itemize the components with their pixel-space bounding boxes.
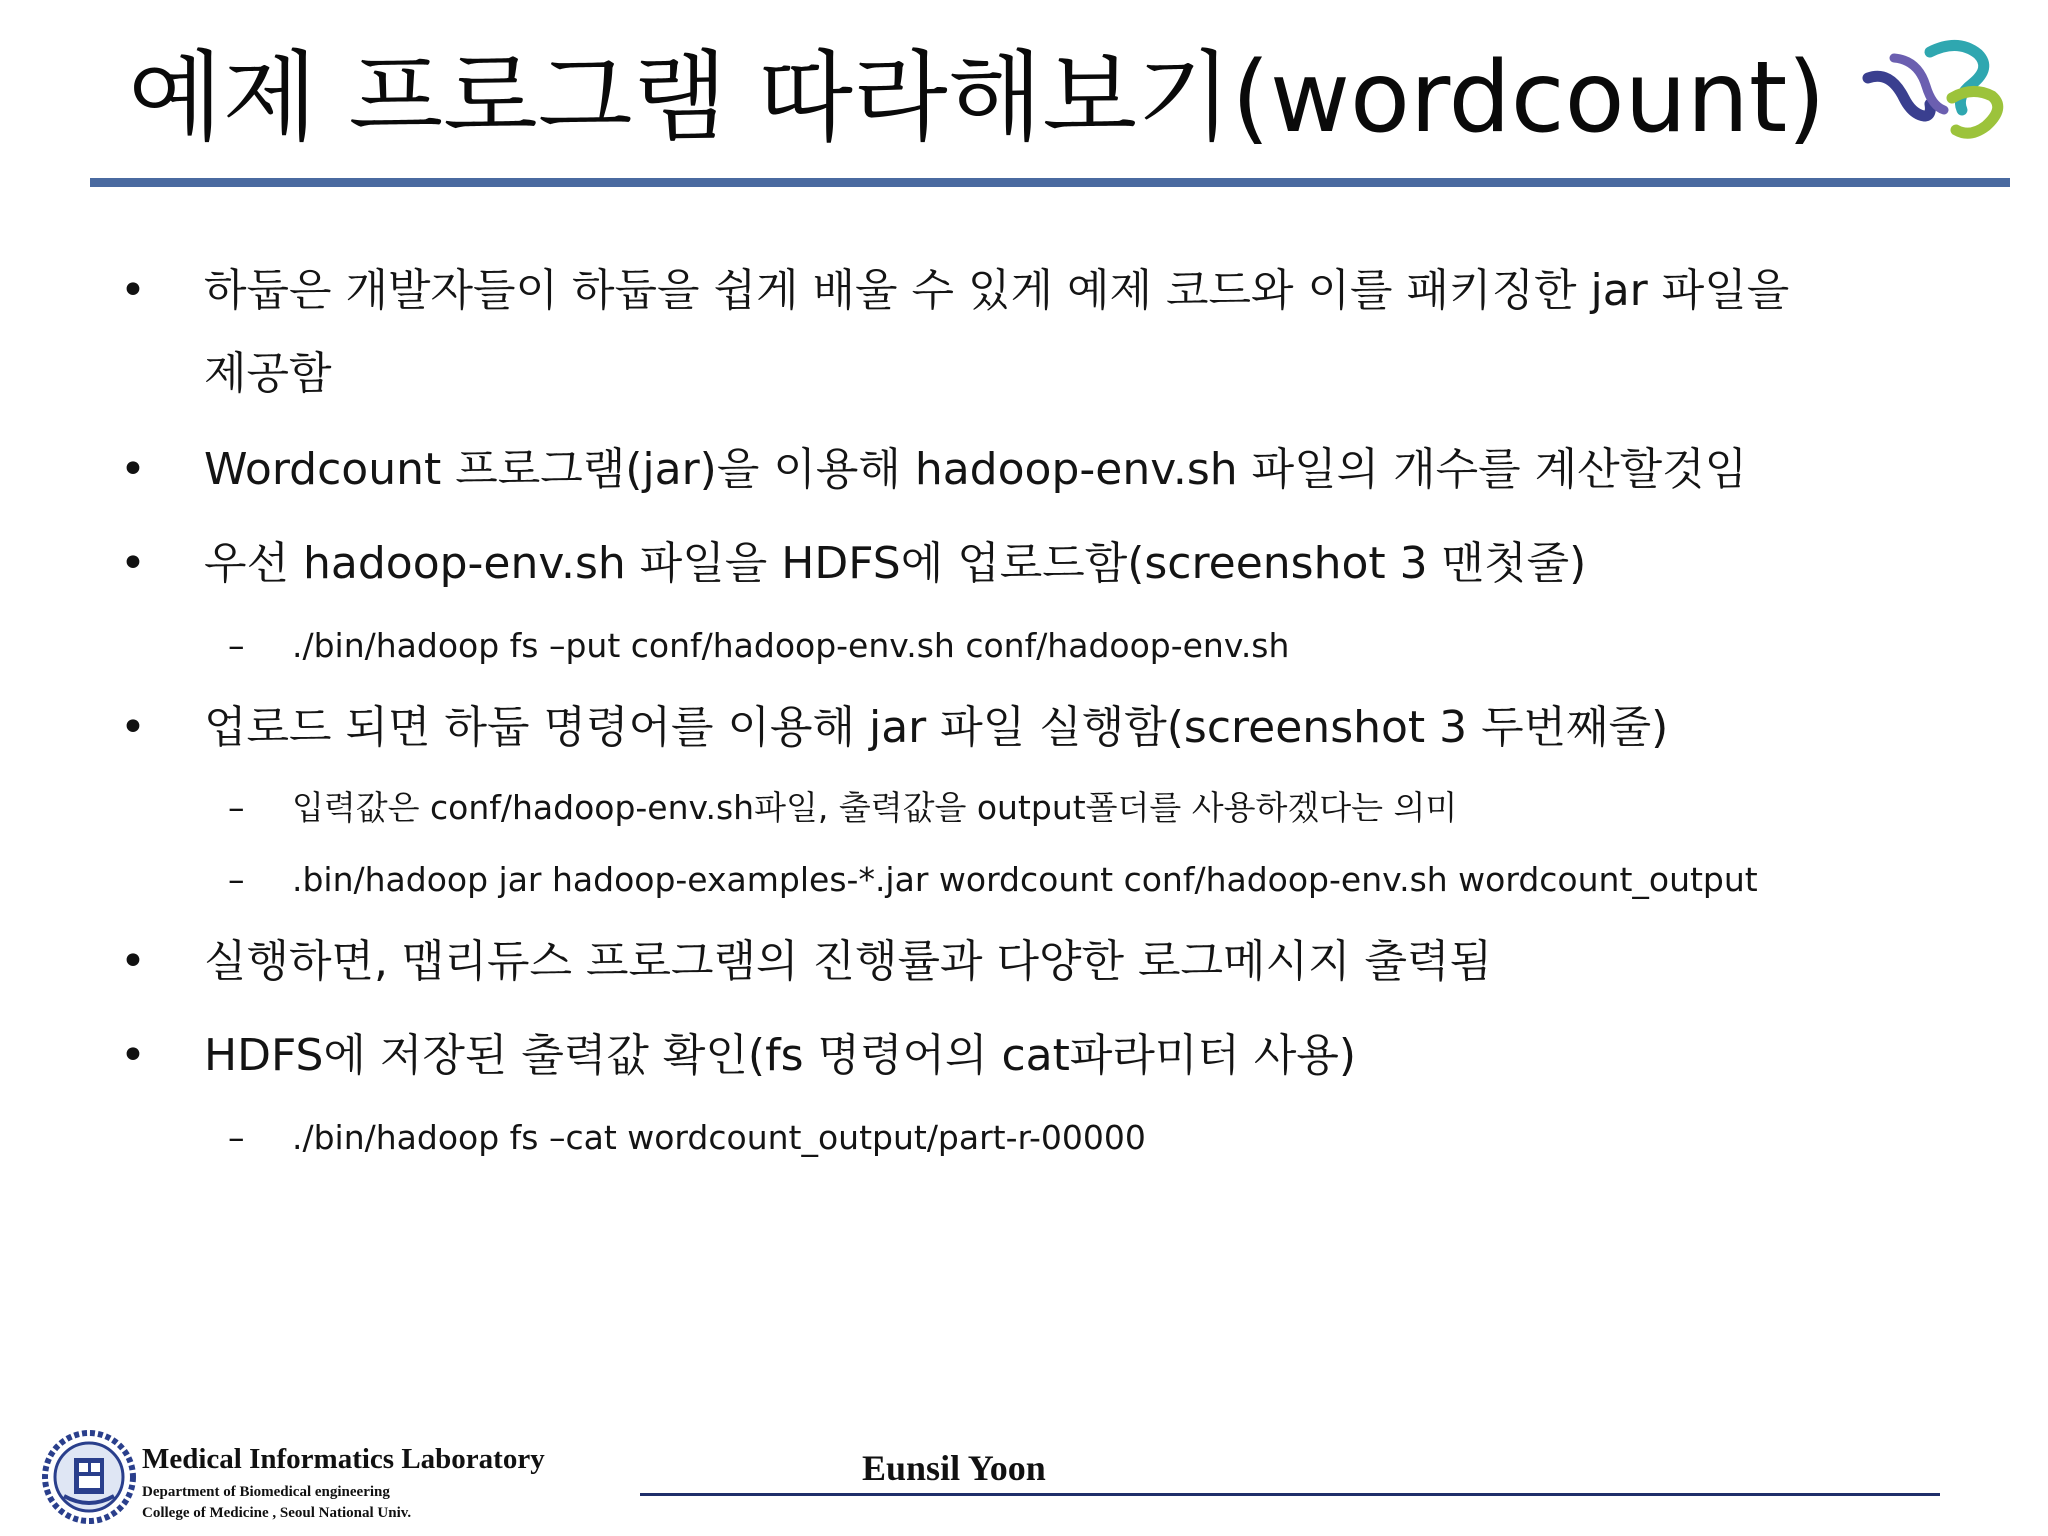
bullet-marker: • <box>120 538 146 589</box>
slide-title: 예제 프로그램 따라해보기(wordcount) <box>128 41 1826 155</box>
sub-bullet-text: .bin/hadoop jar hadoop-examples-*.jar wordcount conf/hadoop-env.sh wordcount_output <box>292 860 1758 899</box>
university-seal-icon <box>42 1430 137 1525</box>
bullet-text: 실행하면, 맵리듀스 프로그램의 진행률과 다양한 로그메시지 출력됨 <box>204 936 1493 987</box>
sub-bullet-marker: – <box>228 1118 245 1157</box>
sub-bullet-text: ./bin/hadoop fs –put conf/hadoop-env.sh conf/hadoop-env.sh <box>292 626 1290 665</box>
bullet-marker: • <box>120 936 146 987</box>
title-divider <box>90 178 2010 187</box>
sub-bullet-marker: – <box>228 860 245 899</box>
bullet-text: 우선 hadoop-env.sh 파일을 HDFS에 업로드함(screenshot 3 맨첫줄) <box>204 538 1587 589</box>
bullet-text: HDFS에 저장된 출력값 확인(fs 명령어의 cat파라미터 사용) <box>204 1030 1357 1081</box>
bullet-marker: • <box>120 444 146 495</box>
footer-lab-name: Medical Informatics Laboratory <box>142 1443 545 1475</box>
sub-bullet-text: 입력값은 conf/hadoop-env.sh파일, 출력값을 output폴더를 사용하겠다는 의미 <box>292 788 1458 827</box>
sub-bullet-marker: – <box>228 626 245 665</box>
footer-divider <box>640 1493 1940 1496</box>
bullet-text: 하둡은 개발자들이 하둡을 쉽게 배울 수 있게 예제 코드와 이를 패키징한 jar 파일을 <box>204 265 1790 316</box>
sub-bullet-marker: – <box>228 788 245 827</box>
bullet-text: 제공함 <box>204 348 332 399</box>
bullet-marker: • <box>120 1030 146 1081</box>
bullet-marker: • <box>120 702 146 753</box>
footer-author: Eunsil Yoon <box>862 1448 1046 1488</box>
sb-logo-icon <box>1860 30 2010 150</box>
footer-college: College of Medicine , Seoul National Univ. <box>142 1505 412 1521</box>
bullet-marker: • <box>120 265 146 316</box>
footer-department: Department of Biomedical engineering <box>142 1484 390 1500</box>
bullet-text: Wordcount 프로그램(jar)을 이용해 hadoop-env.sh 파일의 개수를 계산할것임 <box>204 444 1748 495</box>
sub-bullet-text: ./bin/hadoop fs –cat wordcount_output/part-r-00000 <box>292 1118 1146 1157</box>
bullet-text: 업로드 되면 하둡 명령어를 이용해 jar 파일 실행함(screenshot 3 두번째줄) <box>204 702 1669 753</box>
